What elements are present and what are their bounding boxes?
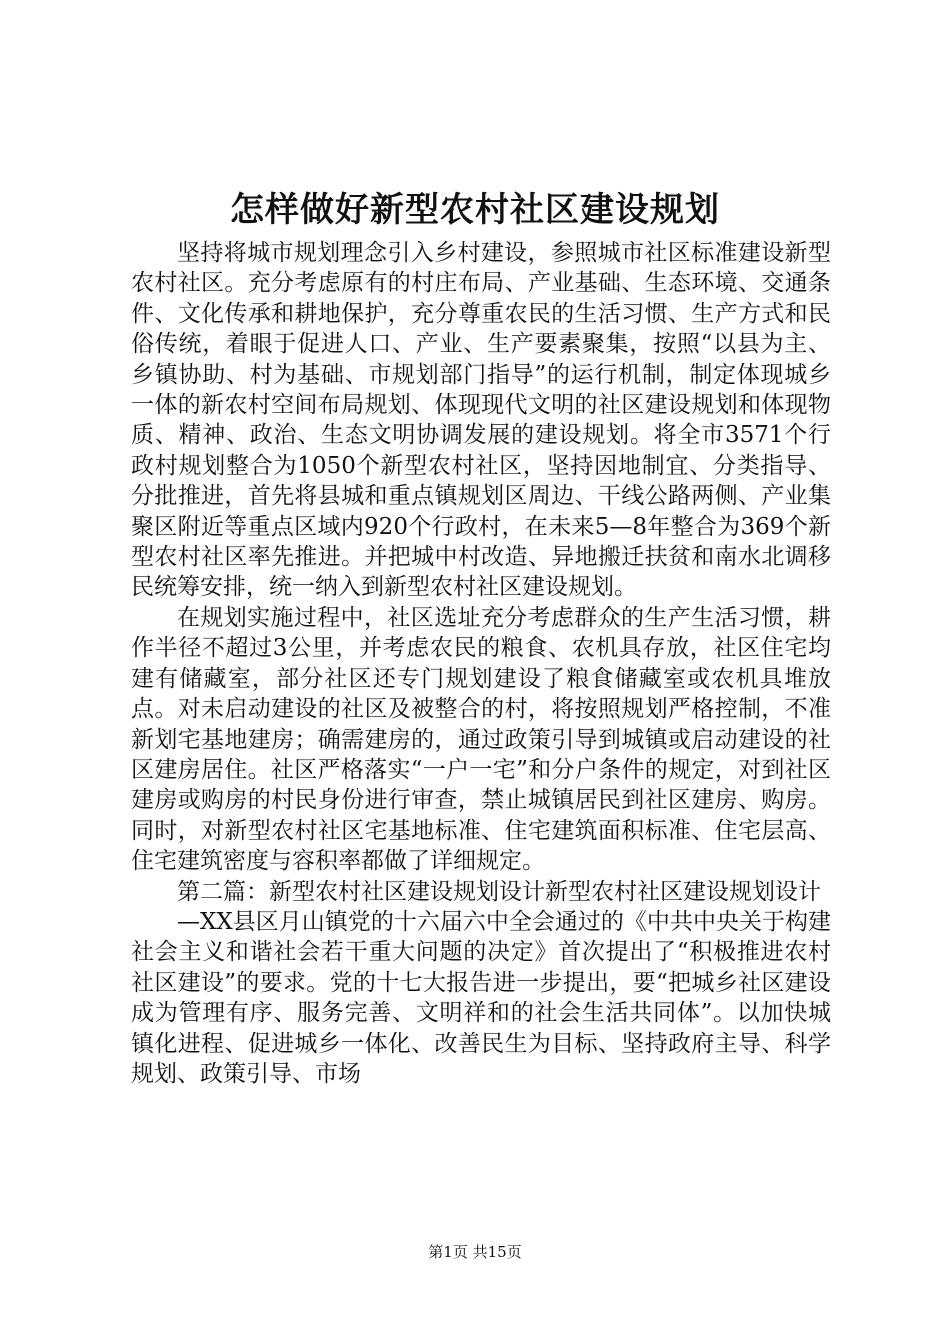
paragraph-1: 坚持将城市规划理念引入乡村建设，参照城市社区标准建设新型农村社区。充分考虑原有的村庄布局、产业基础、生态环境、交通条件、文化传承和耕地保护，充分尊重农民的生活习惯、生产方式和民俗传统，着眼于促进人口、产业、生产要素聚集，按照“以县为主、乡镇协助、村为基础、市规划部门指导”的运行机制，制定体现城乡一体的新农村空间布局规划、体现现代文明的社区建设规划和体现物质、精神、政治、生态文明协调发展的建设规划。将全市3571个行政村规划整合为1050个新型农村社区，坚持因地制宜、分类指导、分批推进，首先将县城和重点镇规划区周边、干线公路两侧、产业集聚区附近等重点区域内920个行政村，在未来5—8年整合为369个新型农村社区率先推进。并把城中村改造、异地搬迁扶贫和南水北调移民统筹安排，统一纳入到新型农村社区建设规划。: [131, 240, 831, 601]
document-title: 怎样做好新型农村社区建设规划: [230, 190, 720, 230]
paragraph-3-section-heading: 第二篇：新型农村社区建设规划设计新型农村社区建设规划设计: [177, 878, 821, 905]
paragraph-4: —XX县区月山镇党的十六届六中全会通过的《中共中央关于构建社会主义和谐社会若干重大问题的决定》首次提出了“积极推进农村社区建设”的要求。党的十七大报告进一步提出，要“把城乡社区建设成为管理有序、服务完善、文明祥和的社会生活共同体”。以加快城镇化进程、促进城乡一体化、改善民生为目标、坚持政府主导、科学规划、政策引导、市场: [131, 908, 831, 1087]
page-number-footer: 第1页 共15页: [428, 1243, 522, 1261]
paragraph-2: 在规划实施过程中，社区选址充分考虑群众的生产生活习惯，耕作半径不超过3公里，并考虑农民的粮食、农机具存放，社区住宅均建有储藏室，部分社区还专门规划建设了粮食储藏室或农机具堆放点。对未启动建设的社区及被整合的村，将按照规划严格控制，不准新划宅基地建房；确需建房的，通过政策引导到城镇或启动建设的社区建房居住。社区严格落实“一户一宅”和分户条件的规定，对到社区建房或购房的村民身份进行审查，禁止城镇居民到社区建房、购房。同时，对新型农村社区宅基地标准、住宅建筑面积标准、住宅层高、住宅建筑密度与容积率都做了详细规定。: [131, 604, 831, 875]
document-body: [131, 238, 831, 1089]
